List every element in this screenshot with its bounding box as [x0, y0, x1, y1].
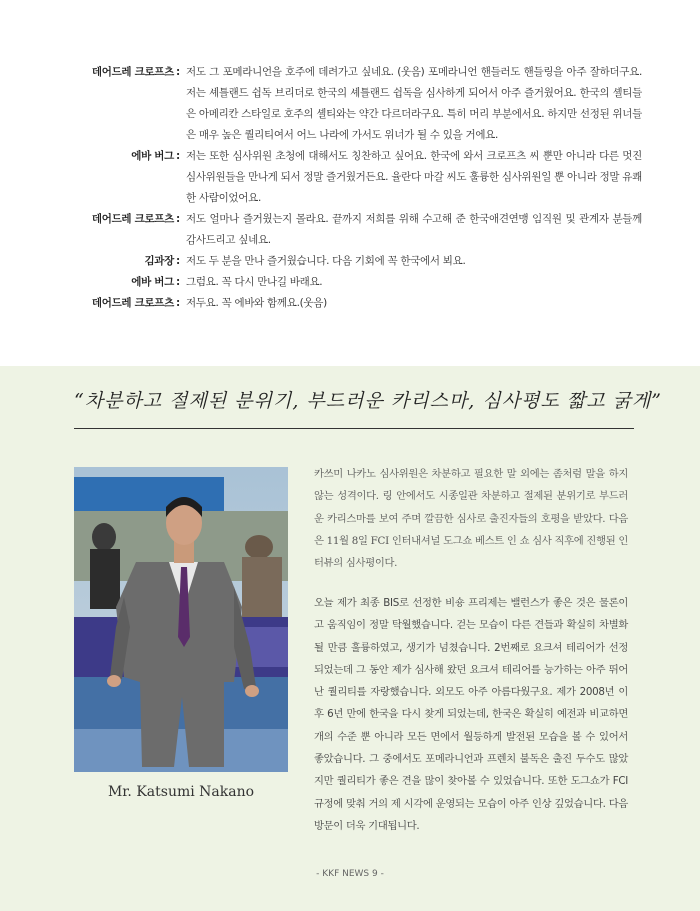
colon: :: [176, 213, 180, 225]
speaker-name: 데어드레 크로프츠: [91, 66, 174, 78]
dialogue-row: [62, 62, 642, 146]
speaker-name: 데어드레 크로프츠: [91, 213, 174, 225]
colon: :: [176, 255, 180, 267]
speaker-name: 김과장: [144, 255, 174, 267]
page-footer: - KKF NEWS 9 -: [316, 869, 384, 879]
colon: :: [176, 150, 180, 162]
dialogue-row: [62, 251, 642, 272]
speaker-name: 에바 버그: [131, 150, 174, 162]
colon: :: [176, 297, 180, 309]
dialogue-row: [62, 272, 642, 293]
photo-caption: Mr. Katsumi Nakano: [107, 784, 255, 800]
dialogue-row: [62, 209, 642, 251]
headline: “차분하고 절제된 분위기, 부드러운 카리스마, 심사평도 짧고 굵게”: [74, 390, 662, 412]
judge-photo: [74, 467, 288, 772]
review-paragraph: 오늘 제가 최종 BIS로 선정한 비숑 프리제는 밸런스가 좋은 것은 물론이고 움직임이 정말 탁월했습니다. 걷는 모습이 다른 견들과 확실히 차별화될 만큼 훌륭하였고, 생기가 넘쳤습니다. 2번째로 요크셔 테리어가 선정되었는데 그 동안 제가 심사해 왔던 요크셔 테리어를 능가하는 아주 뛰어난 퀄리티를 자랑했습니다. 외모도 아주 아름다웠구요. 제가 2008년 이후 6년 만에 한국을 다시 찾게 되었는데, 한국은 확실히 예전과 비교하면 개의 수준 뿐 아니라 모든 면에서 월등하게 발전된 모습을 볼 수 있어서 좋았습니다. 그 중에서도 포메라니언과 프렌치 불독은 출진 두수도 많았지만 퀄리티가 좋은 견을 많이 찾아볼 수 있었습니다. 또한 도그쇼가 FCI 규정에 맞춰 거의 제 시각에 운영되는 모습이 아주 인상 깊었습니다. 다음 방문이 더욱 기대됩니다.: [314, 597, 628, 832]
dialogue-row: [62, 146, 642, 209]
interview-section: [0, 0, 700, 366]
colon: :: [176, 276, 180, 288]
speech-text: 저도 그 포메라니언을 호주에 데려가고 싶네요. (웃음) 포메라니언 핸들러도 핸들링을 아주 잘하더구요. 저는 셰틀랜드 쉽독 브리더로 한국의 셰틀랜드 쉽독을 심사하게 되어서 아주 즐거웠어요. 한국의 셸티들은 아메리칸 스타일로 호주의 셸티와는 약간 다르더라구요. 특히 머리 부분에서요. 하지만 선정된 위너들은 매우 높은 퀄리티여서 어느 나라에 가서도 위너가 될 수 있을 거에요.: [186, 66, 642, 141]
judge-photo-illustration: [74, 467, 288, 772]
colon: :: [176, 66, 180, 78]
speech-text: 그럼요. 꼭 다시 만나길 바래요.: [186, 276, 323, 288]
dialogue-row: [62, 293, 642, 314]
speech-text: 저도 두 분을 만나 즐거웠습니다. 다음 기회에 꼭 한국에서 뵈요.: [186, 255, 466, 267]
speech-text: 저는 또한 심사위원 초청에 대해서도 칭찬하고 싶어요. 한국에 와서 크로프츠 씨 뿐만 아니라 다른 멋진 심사위원들을 만나게 되서 정말 즐거웠거든요. 율란다 마갈 씨도 훌륭한 심사위원일 뿐 아니라 정말 유쾌한 사람이었어요.: [186, 150, 642, 204]
speaker-name: 데어드레 크로프츠: [91, 297, 174, 309]
speech-text: 저도 얼마나 즐거웠는지 몰라요. 끝까지 저희를 위해 수고해 준 한국애견연맹 임직원 및 관계자 분들께 감사드리고 싶네요.: [186, 213, 642, 246]
intro-paragraph: 카쓰미 나카노 심사위원은 차분하고 필요한 말 외에는 좀처럼 말을 하지 않는 성격이다. 링 안에서도 시종일관 차분하고 절제된 분위기로 부드러운 카리스마를 보여 주며 깔끔한 심사로 출진자들의 호평을 받았다. 다음은 11월 8일 FCI 인터내셔널 도그쇼 베스트 인 쇼 심사 직후에 진행된 인터뷰의 심사평이다.: [314, 468, 628, 570]
dialogue: [62, 62, 642, 314]
speaker-name: 에바 버그: [131, 276, 174, 288]
headline-underline: [74, 428, 634, 429]
speech-text: 저두요. 꼭 에바와 함께요.(웃음): [186, 297, 327, 309]
